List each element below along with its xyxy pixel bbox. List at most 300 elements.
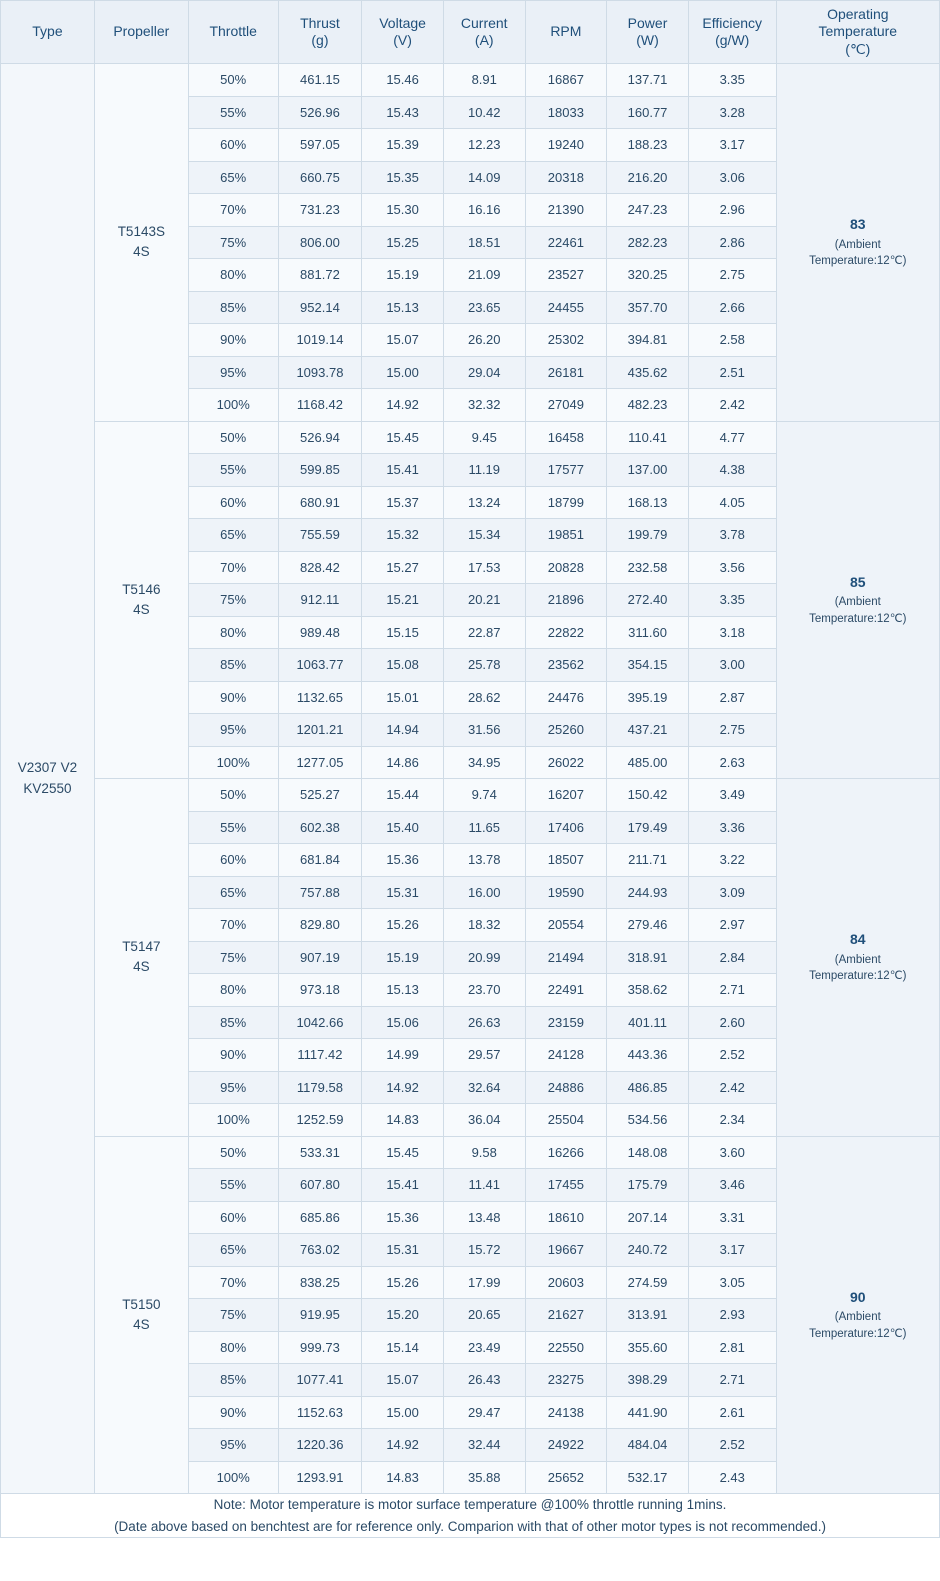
rpm-value: 22461 (525, 226, 607, 259)
header-current (443, 1, 525, 64)
efficiency-value: 2.63 (688, 746, 776, 779)
rpm-value: 24138 (525, 1396, 607, 1429)
voltage-value: 15.27 (362, 551, 444, 584)
voltage-value: 15.00 (362, 1396, 444, 1429)
propeller-cells: 4S (133, 601, 150, 617)
rpm-value: 19240 (525, 129, 607, 162)
current-value: 13.48 (443, 1201, 525, 1234)
note-line-1: Note: Motor temperature is motor surface temperature @100% throttle running 1mins. (213, 1497, 727, 1512)
thrust-value: 461.15 (278, 64, 362, 97)
power-value: 244.93 (607, 876, 689, 909)
propeller-model: T5143S (117, 224, 165, 239)
throttle-value: 100% (188, 746, 278, 779)
thrust-value: 1179.58 (278, 1071, 362, 1104)
voltage-value: 15.40 (362, 811, 444, 844)
efficiency-value: 3.35 (688, 64, 776, 97)
thrust-value: 1152.63 (278, 1396, 362, 1429)
efficiency-value: 3.22 (688, 844, 776, 877)
voltage-value: 15.19 (362, 941, 444, 974)
throttle-value: 75% (188, 1299, 278, 1332)
thrust-value: 838.25 (278, 1266, 362, 1299)
voltage-value: 15.21 (362, 584, 444, 617)
thrust-value: 828.42 (278, 551, 362, 584)
throttle-value: 75% (188, 584, 278, 617)
efficiency-value: 2.66 (688, 291, 776, 324)
header-temp-line1: Operating (827, 5, 889, 22)
current-value: 12.23 (443, 129, 525, 162)
current-value: 32.64 (443, 1071, 525, 1104)
efficiency-value: 2.84 (688, 941, 776, 974)
rpm-value: 16458 (525, 421, 607, 454)
ambient-value: Temperature:12℃) (809, 255, 907, 268)
thrust-value: 1042.66 (278, 1006, 362, 1039)
voltage-value: 15.01 (362, 681, 444, 714)
power-value: 272.40 (607, 584, 689, 617)
throttle-value: 55% (188, 1169, 278, 1202)
operating-temperature-cell (776, 779, 939, 1137)
power-value: 110.41 (607, 421, 689, 454)
power-value: 179.49 (607, 811, 689, 844)
power-value: 282.23 (607, 226, 689, 259)
power-value: 188.23 (607, 129, 689, 162)
propeller-cell (94, 1136, 188, 1494)
rpm-value: 24476 (525, 681, 607, 714)
voltage-value: 15.37 (362, 486, 444, 519)
voltage-value: 15.45 (362, 421, 444, 454)
efficiency-value: 3.09 (688, 876, 776, 909)
voltage-value: 15.45 (362, 1136, 444, 1169)
efficiency-value: 3.35 (688, 584, 776, 617)
rpm-value: 16266 (525, 1136, 607, 1169)
thrust-value: 1077.41 (278, 1364, 362, 1397)
rpm-value: 23159 (525, 1006, 607, 1039)
rpm-value: 21627 (525, 1299, 607, 1332)
throttle-value: 50% (188, 64, 278, 97)
voltage-value: 15.41 (362, 454, 444, 487)
throttle-value: 95% (188, 356, 278, 389)
ambient-label: (Ambient (834, 953, 881, 966)
current-value: 16.00 (443, 876, 525, 909)
voltage-value: 15.14 (362, 1331, 444, 1364)
header-power (607, 1, 689, 64)
throttle-value: 95% (188, 714, 278, 747)
thrust-value: 919.95 (278, 1299, 362, 1332)
voltage-value: 15.44 (362, 779, 444, 812)
voltage-value: 15.15 (362, 616, 444, 649)
throttle-value: 70% (188, 194, 278, 227)
thrust-value: 1201.21 (278, 714, 362, 747)
voltage-value: 15.13 (362, 974, 444, 1007)
power-value: 435.62 (607, 356, 689, 389)
power-value: 443.36 (607, 1039, 689, 1072)
rpm-value: 21896 (525, 584, 607, 617)
propeller-cell (94, 64, 188, 422)
power-value: 247.23 (607, 194, 689, 227)
thrust-value: 533.31 (278, 1136, 362, 1169)
thrust-value: 526.94 (278, 421, 362, 454)
current-value: 16.16 (443, 194, 525, 227)
header-thrust-unit: (g) (311, 32, 329, 48)
voltage-value: 15.30 (362, 194, 444, 227)
current-value: 8.91 (443, 64, 525, 97)
thrust-value: 973.18 (278, 974, 362, 1007)
ambient-value: Temperature:12℃) (809, 970, 907, 983)
power-value: 357.70 (607, 291, 689, 324)
voltage-value: 15.19 (362, 259, 444, 292)
rpm-value: 25652 (525, 1461, 607, 1494)
efficiency-value: 2.61 (688, 1396, 776, 1429)
voltage-value: 14.92 (362, 389, 444, 422)
power-value: 534.56 (607, 1104, 689, 1137)
rpm-value: 20318 (525, 161, 607, 194)
current-value: 11.41 (443, 1169, 525, 1202)
rpm-value: 26181 (525, 356, 607, 389)
power-value: 207.14 (607, 1201, 689, 1234)
voltage-value: 15.08 (362, 649, 444, 682)
current-value: 15.34 (443, 519, 525, 552)
voltage-value: 15.31 (362, 1234, 444, 1267)
efficiency-value: 2.75 (688, 714, 776, 747)
throttle-value: 65% (188, 161, 278, 194)
current-value: 9.58 (443, 1136, 525, 1169)
voltage-value: 15.39 (362, 129, 444, 162)
motor-type-cell (1, 64, 95, 1494)
rpm-value: 18507 (525, 844, 607, 877)
note-line-2: (Date above based on benchtest are for reference only. Comparion with that of other motor types is not recommended.) (114, 1518, 826, 1534)
power-value: 401.11 (607, 1006, 689, 1039)
efficiency-value: 2.42 (688, 1071, 776, 1104)
power-value: 160.77 (607, 96, 689, 129)
efficiency-value: 4.38 (688, 454, 776, 487)
current-value: 29.47 (443, 1396, 525, 1429)
current-value: 11.65 (443, 811, 525, 844)
power-value: 355.60 (607, 1331, 689, 1364)
thrust-value: 525.27 (278, 779, 362, 812)
voltage-value: 15.13 (362, 291, 444, 324)
power-value: 532.17 (607, 1461, 689, 1494)
throttle-value: 95% (188, 1429, 278, 1462)
voltage-value: 15.26 (362, 1266, 444, 1299)
rpm-value: 24455 (525, 291, 607, 324)
current-value: 23.65 (443, 291, 525, 324)
header-thrust (278, 1, 362, 64)
current-value: 15.72 (443, 1234, 525, 1267)
rpm-value: 19851 (525, 519, 607, 552)
thrust-value: 757.88 (278, 876, 362, 909)
thrust-value: 685.86 (278, 1201, 362, 1234)
efficiency-value: 2.34 (688, 1104, 776, 1137)
thrust-value: 1019.14 (278, 324, 362, 357)
efficiency-value: 3.06 (688, 161, 776, 194)
throttle-value: 85% (188, 1006, 278, 1039)
power-value: 441.90 (607, 1396, 689, 1429)
current-value: 36.04 (443, 1104, 525, 1137)
efficiency-value: 2.52 (688, 1429, 776, 1462)
voltage-value: 15.36 (362, 844, 444, 877)
current-value: 32.44 (443, 1429, 525, 1462)
throttle-value: 60% (188, 1201, 278, 1234)
efficiency-value: 3.17 (688, 129, 776, 162)
propeller-cells: 4S (133, 244, 150, 260)
rpm-value: 24922 (525, 1429, 607, 1462)
power-value: 482.23 (607, 389, 689, 422)
ambient-label: (Ambient (834, 238, 881, 251)
current-value: 20.99 (443, 941, 525, 974)
table-row (1, 64, 940, 97)
current-value: 28.62 (443, 681, 525, 714)
propeller-cell (94, 421, 188, 779)
throttle-value: 60% (188, 486, 278, 519)
power-value: 279.46 (607, 909, 689, 942)
power-value: 150.42 (607, 779, 689, 812)
efficiency-value: 3.49 (688, 779, 776, 812)
efficiency-value: 2.93 (688, 1299, 776, 1332)
rpm-value: 23527 (525, 259, 607, 292)
current-value: 34.95 (443, 746, 525, 779)
rpm-value: 24128 (525, 1039, 607, 1072)
header-efficiency-label: Efficiency (702, 14, 763, 31)
efficiency-value: 3.46 (688, 1169, 776, 1202)
motor-name-line2: KV2550 (23, 780, 72, 796)
power-value: 320.25 (607, 259, 689, 292)
voltage-value: 15.46 (362, 64, 444, 97)
thrust-value: 602.38 (278, 811, 362, 844)
current-value: 18.51 (443, 226, 525, 259)
throttle-value: 65% (188, 876, 278, 909)
power-value: 137.00 (607, 454, 689, 487)
thrust-value: 1252.59 (278, 1104, 362, 1137)
current-value: 9.45 (443, 421, 525, 454)
current-value: 21.09 (443, 259, 525, 292)
voltage-value: 14.99 (362, 1039, 444, 1072)
rpm-value: 26022 (525, 746, 607, 779)
voltage-value: 15.07 (362, 324, 444, 357)
operating-temperature-cell (776, 1136, 939, 1494)
throttle-value: 70% (188, 1266, 278, 1299)
power-value: 485.00 (607, 746, 689, 779)
throttle-value: 90% (188, 1396, 278, 1429)
rpm-value: 23562 (525, 649, 607, 682)
efficiency-value: 4.77 (688, 421, 776, 454)
current-value: 9.74 (443, 779, 525, 812)
header-current-unit: (A) (474, 32, 494, 48)
power-value: 148.08 (607, 1136, 689, 1169)
thrust-value: 763.02 (278, 1234, 362, 1267)
throttle-value: 85% (188, 649, 278, 682)
thrust-value: 907.19 (278, 941, 362, 974)
throttle-value: 55% (188, 811, 278, 844)
ambient-label: (Ambient (834, 596, 881, 609)
current-value: 14.09 (443, 161, 525, 194)
efficiency-value: 2.60 (688, 1006, 776, 1039)
power-value: 358.62 (607, 974, 689, 1007)
efficiency-value: 2.52 (688, 1039, 776, 1072)
table-footer (1, 1494, 940, 1538)
ambient-value: Temperature:12℃) (809, 1327, 907, 1340)
efficiency-value: 3.36 (688, 811, 776, 844)
operating-temperature-cell (776, 64, 939, 422)
current-value: 31.56 (443, 714, 525, 747)
throttle-value: 80% (188, 259, 278, 292)
operating-temperature-cell (776, 421, 939, 779)
thrust-value: 1220.36 (278, 1429, 362, 1462)
header-power-unit: (W) (636, 32, 659, 48)
propeller-cells: 4S (133, 1316, 150, 1332)
efficiency-value: 3.60 (688, 1136, 776, 1169)
power-value: 313.91 (607, 1299, 689, 1332)
rpm-value: 16867 (525, 64, 607, 97)
throttle-value: 100% (188, 1104, 278, 1137)
motor-name-line1: V2307 V2 (17, 760, 78, 776)
current-value: 17.53 (443, 551, 525, 584)
power-value: 484.04 (607, 1429, 689, 1462)
rpm-value: 25504 (525, 1104, 607, 1137)
efficiency-value: 2.71 (688, 1364, 776, 1397)
rpm-value: 17455 (525, 1169, 607, 1202)
efficiency-value: 3.56 (688, 551, 776, 584)
voltage-value: 15.26 (362, 909, 444, 942)
table-header (1, 1, 940, 64)
throttle-value: 65% (188, 519, 278, 552)
temperature-value: 90 (850, 1288, 866, 1305)
current-value: 23.49 (443, 1331, 525, 1364)
rpm-value: 22550 (525, 1331, 607, 1364)
rpm-value: 18033 (525, 96, 607, 129)
efficiency-value: 3.00 (688, 649, 776, 682)
thrust-value: 1168.42 (278, 389, 362, 422)
current-value: 13.24 (443, 486, 525, 519)
power-value: 394.81 (607, 324, 689, 357)
rpm-value: 24886 (525, 1071, 607, 1104)
voltage-value: 15.06 (362, 1006, 444, 1039)
power-value: 318.91 (607, 941, 689, 974)
efficiency-value: 3.28 (688, 96, 776, 129)
thrust-value: 755.59 (278, 519, 362, 552)
voltage-value: 15.31 (362, 876, 444, 909)
current-value: 26.63 (443, 1006, 525, 1039)
voltage-value: 15.32 (362, 519, 444, 552)
temperature-value: 84 (850, 931, 866, 948)
efficiency-value: 2.97 (688, 909, 776, 942)
ambient-label: (Ambient (834, 1311, 881, 1324)
throttle-value: 50% (188, 779, 278, 812)
thrust-value: 1117.42 (278, 1039, 362, 1072)
throttle-value: 80% (188, 974, 278, 1007)
thrust-value: 1293.91 (278, 1461, 362, 1494)
propeller-cell (94, 779, 188, 1137)
table-note (1, 1494, 940, 1538)
throttle-value: 75% (188, 941, 278, 974)
power-value: 354.15 (607, 649, 689, 682)
efficiency-value: 3.78 (688, 519, 776, 552)
current-value: 11.19 (443, 454, 525, 487)
temperature-value: 83 (850, 216, 866, 233)
header-power-label: Power (627, 14, 668, 31)
rpm-value: 22822 (525, 616, 607, 649)
header-voltage-unit: (V) (393, 32, 412, 48)
voltage-value: 14.83 (362, 1461, 444, 1494)
thrust-value: 1063.77 (278, 649, 362, 682)
current-value: 20.21 (443, 584, 525, 617)
power-value: 216.20 (607, 161, 689, 194)
current-value: 13.78 (443, 844, 525, 877)
table-row (1, 421, 940, 454)
current-value: 23.70 (443, 974, 525, 1007)
efficiency-value: 2.42 (688, 389, 776, 422)
voltage-value: 14.92 (362, 1071, 444, 1104)
voltage-value: 15.36 (362, 1201, 444, 1234)
rpm-value: 20554 (525, 909, 607, 942)
header-temp-unit: (℃) (845, 40, 871, 57)
header-voltage-label: Voltage (379, 14, 426, 31)
propeller-cells: 4S (133, 959, 150, 975)
efficiency-value: 4.05 (688, 486, 776, 519)
rpm-value: 16207 (525, 779, 607, 812)
thrust-value: 1093.78 (278, 356, 362, 389)
header-temp-line2: Temperature (818, 23, 898, 40)
voltage-value: 15.07 (362, 1364, 444, 1397)
voltage-value: 14.92 (362, 1429, 444, 1462)
power-value: 175.79 (607, 1169, 689, 1202)
throttle-value: 90% (188, 681, 278, 714)
table-row (1, 779, 940, 812)
rpm-value: 17406 (525, 811, 607, 844)
throttle-value: 80% (188, 1331, 278, 1364)
thrust-value: 881.72 (278, 259, 362, 292)
throttle-value: 55% (188, 454, 278, 487)
header-rpm: RPM (525, 1, 607, 64)
thrust-value: 680.91 (278, 486, 362, 519)
thrust-value: 681.84 (278, 844, 362, 877)
rpm-value: 25302 (525, 324, 607, 357)
efficiency-value: 2.81 (688, 1331, 776, 1364)
voltage-value: 14.83 (362, 1104, 444, 1137)
current-value: 20.65 (443, 1299, 525, 1332)
current-value: 17.99 (443, 1266, 525, 1299)
header-propeller: Propeller (94, 1, 188, 64)
efficiency-value: 3.17 (688, 1234, 776, 1267)
efficiency-value: 2.75 (688, 259, 776, 292)
thrust-value: 607.80 (278, 1169, 362, 1202)
throttle-value: 95% (188, 1071, 278, 1104)
power-value: 398.29 (607, 1364, 689, 1397)
rpm-value: 20828 (525, 551, 607, 584)
current-value: 26.20 (443, 324, 525, 357)
efficiency-value: 2.58 (688, 324, 776, 357)
throttle-value: 100% (188, 389, 278, 422)
current-value: 10.42 (443, 96, 525, 129)
table-body (1, 64, 940, 1494)
header-row (1, 1, 940, 64)
power-value: 137.71 (607, 64, 689, 97)
rpm-value: 17577 (525, 454, 607, 487)
thrust-value: 999.73 (278, 1331, 362, 1364)
power-value: 199.79 (607, 519, 689, 552)
efficiency-value: 2.71 (688, 974, 776, 1007)
thrust-value: 912.11 (278, 584, 362, 617)
voltage-value: 15.25 (362, 226, 444, 259)
header-efficiency-unit: (g/W) (715, 32, 750, 48)
voltage-value: 15.20 (362, 1299, 444, 1332)
power-value: 168.13 (607, 486, 689, 519)
rpm-value: 21494 (525, 941, 607, 974)
thrust-value: 1277.05 (278, 746, 362, 779)
rpm-value: 19590 (525, 876, 607, 909)
current-value: 26.43 (443, 1364, 525, 1397)
current-value: 18.32 (443, 909, 525, 942)
header-current-label: Current (460, 14, 508, 31)
power-value: 211.71 (607, 844, 689, 877)
